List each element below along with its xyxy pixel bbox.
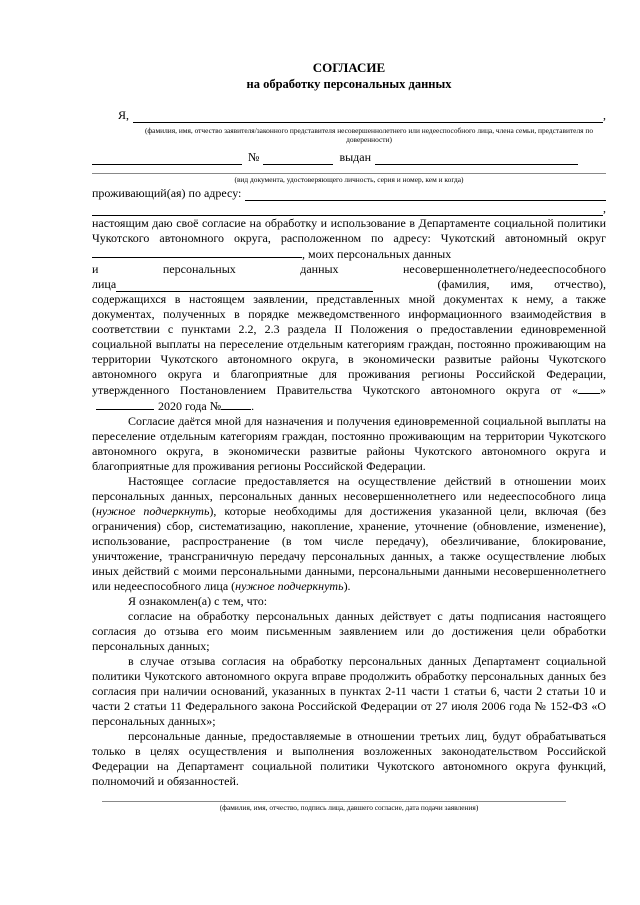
p1-text-i: . xyxy=(251,399,255,413)
document-subtitle: на обработку персональных данных xyxy=(246,77,452,91)
p1-text-h: 2020 года № xyxy=(158,399,222,413)
address-row xyxy=(92,186,606,201)
date-day-line[interactable] xyxy=(578,382,600,394)
issued-label: выдан xyxy=(339,150,372,164)
paragraph-withdrawal: в случае отзыва согласия на обработку персональных данных Департамент социальной политики Чукотского автономного округа вправе продолжить обработку персональных данных без согласия при наличии оснований, указанных в пунктах 2-11 части 1 статьи 6, части 2 статьи 10 и части 2 статьи 11 Федерального закона Российской Федерации от 27 июля 2006 года № 152-ФЗ «О персональных данных»; xyxy=(92,654,606,728)
p1-line-c: и персональных данных несовершеннолетнего/недееспособного xyxy=(92,262,606,276)
paragraph-acknowledged: Я ознакомлен(а) с тем, что: xyxy=(128,594,268,608)
issued-by-line[interactable] xyxy=(375,152,578,165)
p3-text-a: Настоящее согласие предоставляется на осуществление действий в отношении моих персональных данных, персональных данных несовершеннолетнего или недееспособного лица ( xyxy=(92,474,606,518)
signature-caption: (фамилия, имя, отчество, подпись лица, давшего согласие, дата подачи заявления) xyxy=(219,803,479,812)
name-row xyxy=(92,108,606,123)
document-number-line[interactable] xyxy=(263,153,333,165)
address-trailing-comma: , xyxy=(603,201,606,215)
document-row xyxy=(92,150,606,165)
paragraph-consent xyxy=(92,216,606,262)
address-row-2 xyxy=(92,201,606,216)
p1-text-b: , моих персональных данных xyxy=(302,247,452,261)
resolution-number-line[interactable] xyxy=(221,398,251,410)
paragraph-validity: согласие на обработку персональных данных действует с даты подписания настоящего согласия до отзыва его моим письменным заявлением или до достижения цели обработки персональных данных; xyxy=(92,609,606,653)
address-field-line-2[interactable] xyxy=(92,203,603,216)
consent-document xyxy=(92,52,606,812)
paragraph-actions xyxy=(92,474,606,594)
p1-text-a: настоящим даю своё согласие на обработку и использование в Департаменте социальной политики Чукотского автономного округа, расположенном по адресу: Чукотский автономный округ xyxy=(92,216,606,245)
p3-italic-b: нужное подчеркнуть xyxy=(96,504,210,518)
name-field-line[interactable] xyxy=(133,110,603,123)
paragraph-third-parties: персональные данные, предоставляемые в отношении третьих лиц, будут обрабатываться только в целях осуществления и выполнения возложенных законодательством Российской Федерации на Департамент социальной политики Чукотского автономного округа функций, полномочий и обязанностей. xyxy=(92,729,606,788)
document-type-line[interactable] xyxy=(92,153,242,165)
name-field-caption: (фамилия, имя, отчество заявителя/законного представителя несовершеннолетнего или недееспособного лица, члена семьи, представителя по доверенности) xyxy=(144,126,594,144)
p3-text-e: ). xyxy=(343,579,351,593)
document-line-2[interactable] xyxy=(92,165,606,174)
p3-text-c: ), которые необходимы для достижения указанной цели, включая (без ограничения) сбор, систематизацию, накопление, хранение, уточнение (обновление, изменение), использование, распространение (в том числе передачу), обезличивание, блокирование, уничтожение, трансграничную передачу персональных данных, а также осуществление любых иных действий с моими персональными данными, персональными данными несовершеннолетнего или недееспособного лица ( xyxy=(92,504,607,593)
p1-row-d xyxy=(92,277,606,292)
date-month-line[interactable] xyxy=(96,398,154,410)
department-address-line[interactable] xyxy=(92,246,302,258)
minor-name-line[interactable] xyxy=(116,280,373,292)
name-trailing-comma: , xyxy=(603,108,606,122)
document-title: СОГЛАСИЕ xyxy=(312,60,386,75)
paragraph-purpose: Согласие даётся мной для назначения и получения единовременной социальной выплаты на переселение отдельным категориям граждан, постоянно проживающим на территории Чукотского автономного округа, в экономически развитые районы Чукотского автономного округа и благоприятные для проживания регионы Российской Федерации. xyxy=(92,414,606,473)
p1-text-g: » xyxy=(600,383,606,397)
p1-text-e: (фамилия, имя, отчество), xyxy=(437,277,606,291)
address-field-line[interactable] xyxy=(245,188,606,201)
number-sign: № xyxy=(248,150,260,164)
p3-italic-d: нужное подчеркнуть xyxy=(235,579,344,593)
document-field-caption: (вид документа, удостоверяющего личность, серия и номер, кем и когда) xyxy=(234,175,464,184)
ya-label: Я, xyxy=(118,108,130,122)
p1-text-d: лица xyxy=(92,277,117,291)
paragraph-consent-cont xyxy=(92,292,606,414)
signature-line[interactable] xyxy=(102,789,566,802)
p1-text-f: содержащихся в настоящем заявлении, представленных мной документах к нему, а также документах, полученных в порядке межведомственного информационного взаимодействия в соответствии с пунктами 2.2, 2.3 раздела II Положения о предоставлении единовременной социальной выплаты на переселение отдельным категориям граждан, постоянно проживающим на территории Чукотского автономного округа, в экономически развитые районы Чукотского автономного округа и благоприятные для проживания регионы Российской Федерации, утвержденного Постановлением Правительства Чукотского автономного округа от « xyxy=(92,292,606,397)
address-label: проживающий(ая) по адресу: xyxy=(92,186,242,200)
